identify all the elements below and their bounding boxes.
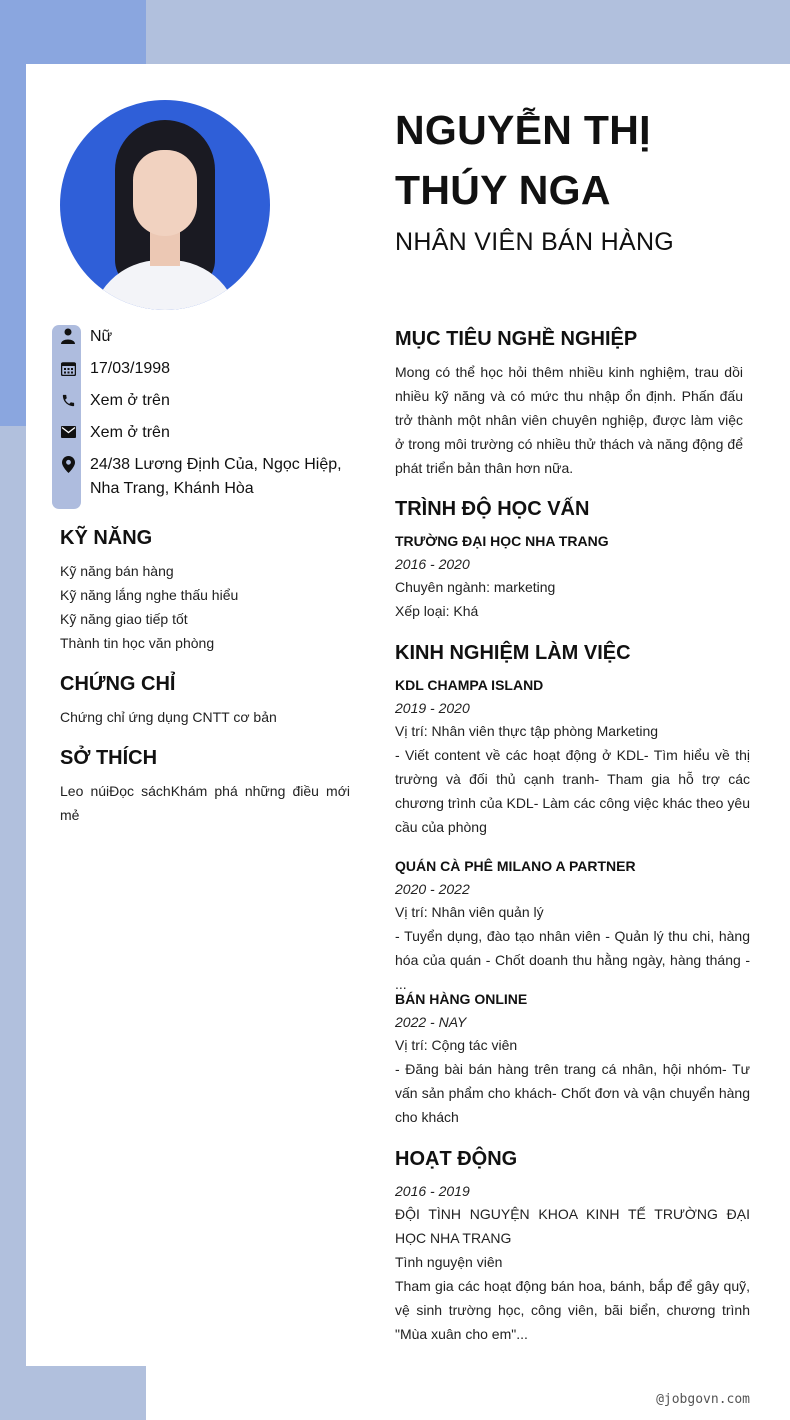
job-description: - Tuyển dụng, đào tạo nhân viên - Quản lý thu chi, hàng hóa của quán - Chốt doanh thu hằng ngày, hàng tháng - ... — [395, 928, 750, 992]
job-company: KDL CHAMPA ISLAND — [395, 677, 544, 693]
skill-item: Thành tin học văn phòng — [60, 635, 215, 651]
name-line-1: NGUYỄN THỊ — [395, 107, 651, 153]
candidate-name — [395, 100, 651, 220]
activity-description: Tham gia các hoạt động bán hoa, bánh, bắp để gây quỹ, vệ sinh trường học, công viên, bãi biển, chương trình "Mùa xuân cho em"... — [395, 1278, 750, 1342]
photo-shirt — [90, 260, 240, 310]
watermark: @jobgovn.com — [656, 1392, 750, 1407]
activities-heading: HOẠT ĐỘNG — [395, 1148, 518, 1170]
certificate-item: Chứng chỉ ứng dụng CNTT cơ bản — [60, 709, 277, 725]
person-icon — [60, 328, 76, 344]
phone-text: Xem ở trên — [90, 392, 170, 409]
experience-job — [395, 854, 750, 996]
skills-heading: KỸ NĂNG — [60, 527, 153, 549]
education-period: 2016 - 2020 — [395, 556, 470, 572]
job-title: NHÂN VIÊN BÁN HÀNG — [395, 228, 675, 256]
location-pin-icon — [60, 456, 76, 472]
experience-heading: KINH NGHIỆM LÀM VIỆC — [395, 642, 631, 664]
job-company: QUÁN CÀ PHÊ MILANO A PARTNER — [395, 858, 636, 874]
job-position: Vị trí: Cộng tác viên — [395, 1037, 518, 1053]
job-position: Vị trí: Nhân viên quản lý — [395, 904, 544, 920]
job-company: BÁN HÀNG ONLINE — [395, 991, 528, 1007]
skill-item: Kỹ năng lắng nghe thấu hiểu — [60, 587, 239, 603]
phone-icon — [60, 392, 76, 408]
education-major: Chuyên ngành: marketing — [395, 579, 556, 595]
job-period: 2022 - NAY — [395, 1014, 467, 1030]
contact-email — [60, 421, 350, 445]
gender-text: Nữ — [90, 328, 113, 345]
objective-heading: MỤC TIÊU NGHỀ NGHIỆP — [395, 328, 638, 350]
birthday-text: 17/03/1998 — [90, 360, 171, 377]
email-text: Xem ở trên — [90, 424, 170, 441]
experience-job — [395, 987, 750, 1129]
activity-period: 2016 - 2019 — [395, 1183, 470, 1199]
certificates-heading: CHỨNG CHỈ — [60, 673, 176, 695]
contact-phone — [60, 389, 350, 413]
objective-text: Mong có thể học hỏi thêm nhiều kinh nghiệm, trau dồi nhiều kỹ năng và có mức thu nhập ổn định. Phấn đấu trở thành một nhân viên chuyên nghiệp, được làm việc ở trong môi trường có nhiều thử thách và năng động để phát triển bản thân hơn nữa. — [395, 364, 743, 476]
education-school: TRƯỜNG ĐẠI HỌC NHA TRANG — [395, 533, 609, 549]
activity-role: Tình nguyện viên — [395, 1254, 503, 1270]
job-position: Vị trí: Nhân viên thực tập phòng Marketing — [395, 723, 659, 739]
skill-item: Kỹ năng giao tiếp tốt — [60, 611, 188, 627]
job-description: - Viết content về các hoạt động ở KDL- Tìm hiểu về thị trường và đối thủ cạnh tranh- Tham gia hỗ trợ các chương trình của KDL- Làm các công việc khác theo yêu cầu của phòng — [395, 747, 750, 835]
skills-list — [60, 559, 350, 655]
skill-item: Kỹ năng bán hàng — [60, 563, 174, 579]
education-grade: Xếp loại: Khá — [395, 603, 479, 619]
education-entry — [395, 529, 750, 623]
profile-photo — [60, 100, 270, 310]
address-text: 24/38 Lương Định Của, Ngọc Hiệp, Nha Trang, Khánh Hòa — [90, 456, 342, 497]
contact-gender — [60, 325, 350, 349]
name-line-2: THÚY NGA — [395, 167, 611, 213]
education-heading: TRÌNH ĐỘ HỌC VẤN — [395, 498, 590, 520]
contact-address — [60, 453, 350, 501]
photo-face — [133, 150, 197, 236]
experience-job — [395, 673, 750, 839]
calendar-icon — [60, 360, 76, 376]
activity-organization: ĐỘI TÌNH NGUYỆN KHOA KINH TẾ TRƯỜNG ĐẠI HỌC NHA TRANG — [395, 1206, 750, 1246]
mail-icon — [60, 424, 76, 440]
certificates-list — [60, 705, 350, 729]
contact-birthday — [60, 357, 350, 381]
hobbies-heading: SỞ THÍCH — [60, 747, 158, 769]
hobbies-text: Leo núiĐọc sáchKhám phá những điều mới mẻ — [60, 783, 350, 823]
activity-entry — [395, 1180, 750, 1346]
job-description: - Đăng bài bán hàng trên trang cá nhân, hội nhóm- Tư vấn sản phẩm cho khách- Chốt đơn và vận chuyển hàng cho khách — [395, 1061, 750, 1125]
job-period: 2020 - 2022 — [395, 881, 470, 897]
job-period: 2019 - 2020 — [395, 700, 470, 716]
